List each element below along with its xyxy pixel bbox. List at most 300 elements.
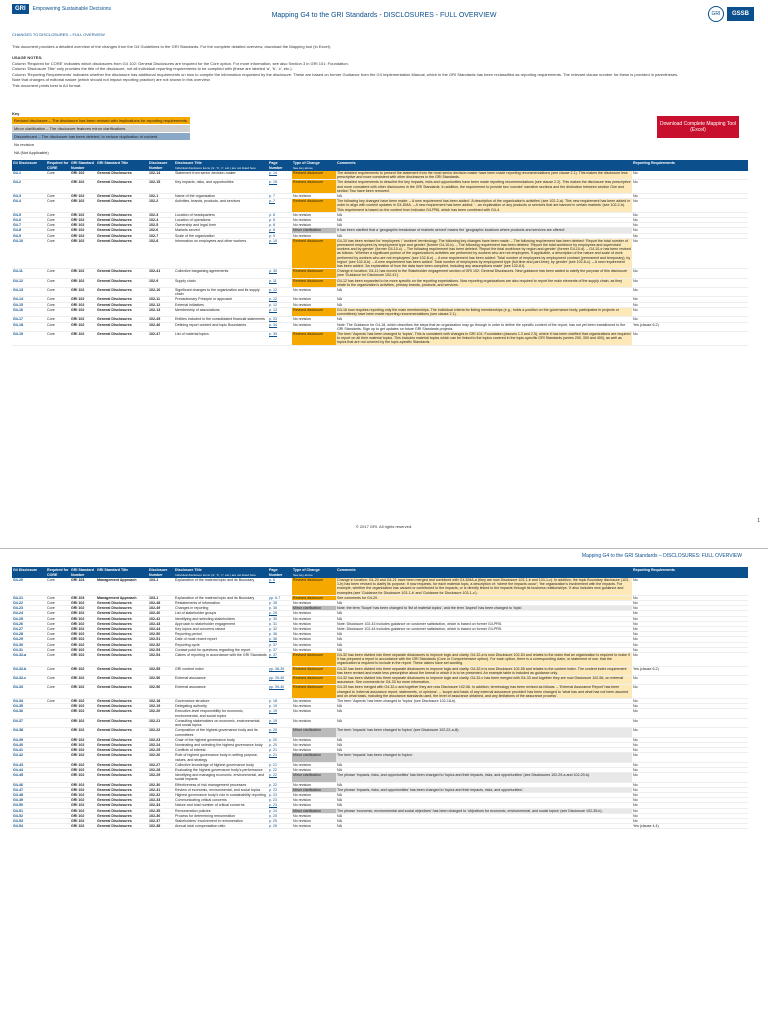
standard-title-cell: General Disclosures xyxy=(96,238,148,268)
standard-title-cell: General Disclosures xyxy=(96,813,148,818)
page-number-cell[interactable]: p. 37 xyxy=(268,653,292,667)
standard-title-cell: General Disclosures xyxy=(96,728,148,737)
gri-logo-mark: GRI xyxy=(12,4,29,14)
core-cell: Core xyxy=(46,307,70,316)
g4-disclosure-cell[interactable]: G4-42 xyxy=(12,753,46,762)
comments-cell: G4-32 has been divided into three separate disclosures to improve logic and clarity. G4-32-b is now Disclosure 102-55 and relates to the content index. The content index requirement has been revised and made less prescriptive about the format in which it is to be presented. An example table is included as guidance only. xyxy=(336,666,632,675)
reporting-req-cell: No xyxy=(632,627,748,632)
disclosure-number-cell: 102-19 xyxy=(148,704,174,709)
intro-text: This document provides a detailed overview of the changes from the G4 Guidelines to the GRI Standards. For the complete detailed overview, download the Mapping tool (in Excel). xyxy=(12,43,332,49)
table-row xyxy=(12,666,748,675)
disclosure-title-cell: Stakeholders' involvement in remuneration xyxy=(174,818,268,823)
disclosure-number-cell: 102-55 xyxy=(148,666,174,675)
reporting-req-cell: No xyxy=(632,317,748,322)
comments-cell: NA xyxy=(336,737,632,742)
page-number-cell[interactable]: p. 24 xyxy=(268,808,292,813)
disclosure-title-cell: Communicating critical concerns xyxy=(174,798,268,803)
reporting-req-cell: No xyxy=(632,302,748,307)
disclosure-number-cell: 102-56 xyxy=(148,676,174,685)
disclosure-title-cell: Claims of reporting in accordance with the GRI Standards xyxy=(174,653,268,667)
page-number-cell[interactable]: p. 12 xyxy=(268,288,292,297)
g4-disclosure-cell[interactable]: G4-7 xyxy=(12,223,46,228)
page-number-cell[interactable]: p. 8 xyxy=(268,228,292,233)
g4-disclosure-cell[interactable]: G4-8 xyxy=(12,228,46,233)
g4-disclosure-cell[interactable]: G4-32-a xyxy=(12,653,46,667)
page-number-cell[interactable]: p. 34 xyxy=(268,322,292,331)
page-number-cell[interactable]: p. 21 xyxy=(268,753,292,762)
g4-disclosure-cell[interactable]: G4-48 xyxy=(12,792,46,797)
disclosure-number-cell: 102-9 xyxy=(148,278,174,287)
g4-disclosure-cell[interactable]: G4-3 xyxy=(12,194,46,199)
disclosure-number-cell: 102-6 xyxy=(148,228,174,233)
page-number-cell[interactable]: p. 35 xyxy=(268,331,292,345)
standard-title-cell: General Disclosures xyxy=(96,228,148,233)
disclosure-number-cell: 102-23 xyxy=(148,737,174,742)
reporting-req-cell: No xyxy=(632,742,748,747)
disclosure-title-cell: Location of operations xyxy=(174,218,268,223)
comments-cell: G4-32 has been divided into three separate disclosures to improve logic and clarity. G4-32-a is now Disclosure 102-54 and relates to the claim that an organization is required to make if it has prepared a report in accordance with the GRI Standards (Core or Comprehensive option). For each option, there is a corresponding claim, or statement of use, that the organization is required to include in the report. These claims have set wording. xyxy=(336,653,632,667)
comments-cell: NA xyxy=(336,642,632,647)
standard-title-cell: General Disclosures xyxy=(96,606,148,611)
g4-disclosure-cell[interactable]: G4-10 xyxy=(12,238,46,268)
g4-disclosure-cell[interactable]: G4-5 xyxy=(12,212,46,217)
standard-title-cell: General Disclosures xyxy=(96,194,148,199)
standard-title-cell: General Disclosures xyxy=(96,782,148,787)
page-number-cell[interactable]: p. 20 xyxy=(268,742,292,747)
comments-cell: NA xyxy=(336,223,632,228)
standard-number-cell: GRI 102 xyxy=(70,180,96,194)
g4-disclosure-cell[interactable]: G4-33 xyxy=(12,685,46,699)
core-cell xyxy=(46,824,70,829)
table-row xyxy=(12,288,748,297)
comments-cell: NA xyxy=(336,616,632,621)
page-number-cell[interactable]: p. 22 xyxy=(268,773,292,782)
comments-cell: NA xyxy=(336,718,632,727)
g4-disclosure-cell[interactable]: G4-40 xyxy=(12,742,46,747)
page-number-cell[interactable]: pp. 39-40 xyxy=(268,685,292,699)
table-row xyxy=(12,228,748,233)
standard-title-cell: General Disclosures xyxy=(96,302,148,307)
disclosure-title-cell: Significant changes to the organization and its supply chain xyxy=(174,288,268,297)
page-number-cell[interactable]: p. 8 xyxy=(268,223,292,228)
standard-title-cell: General Disclosures xyxy=(96,331,148,345)
comments-cell: It has been clarified that a 'geographic breakdown of markets served' means the 'geographic locations where products and services are offered'. xyxy=(336,228,632,233)
standard-title-cell: General Disclosures xyxy=(96,642,148,647)
disclosure-number-cell: 102-37 xyxy=(148,818,174,823)
page-number-cell[interactable]: p. 15 xyxy=(268,180,292,194)
usage-notes xyxy=(12,61,752,89)
page-number-cell[interactable]: p. 23 xyxy=(268,787,292,792)
usage-note: Column 'Reporting Requirements' indicates whether the disclosure has additional requirements on how to compile the information requested by the disclosure. These are based on former Guidance from the G4 Implementation Manual, which in the GRI Standards has been reclassified as reporting requirements. The relevant clause number for these is provided in parentheses. xyxy=(12,71,679,77)
g4-disclosure-cell[interactable]: G4-19 xyxy=(12,331,46,345)
reporting-req-cell: No xyxy=(632,632,748,637)
reporting-req-cell: No xyxy=(632,767,748,772)
table-row xyxy=(12,676,748,685)
page-number-cell[interactable]: p. 33 xyxy=(268,317,292,322)
core-cell xyxy=(46,180,70,194)
change-type-cell: No revision xyxy=(292,824,336,829)
page-number-cell[interactable]: p. 19 xyxy=(268,718,292,727)
disclosure-number-cell: 102-25 xyxy=(148,748,174,753)
page-number-cell[interactable]: p. 21 xyxy=(268,762,292,767)
disclosure-title-cell: Defining report content and topic Boundaries xyxy=(174,322,268,331)
change-type-cell: No revision xyxy=(292,709,336,718)
page-number-cell[interactable]: p. 26 xyxy=(268,824,292,829)
page-number-cell[interactable]: pp. 6-7 xyxy=(268,595,292,600)
disclosure-number-cell: 102-15 xyxy=(148,180,174,194)
change-type-cell: Revised disclosure xyxy=(292,278,336,287)
g4-disclosure-cell[interactable]: G4-32-c xyxy=(12,676,46,685)
g4-disclosure-cell[interactable]: G4-46 xyxy=(12,782,46,787)
g4-disclosure-cell[interactable]: G4-21 xyxy=(12,595,46,600)
change-type-cell: Revised disclosure xyxy=(292,653,336,667)
core-cell: Core xyxy=(46,297,70,302)
reporting-req-cell: No xyxy=(632,782,748,787)
reporting-req-cell: No xyxy=(632,212,748,217)
standard-number-cell: GRI 102 xyxy=(70,748,96,753)
disclosure-number-cell: 102-20 xyxy=(148,709,174,718)
g4-disclosure-cell[interactable]: G4-13 xyxy=(12,288,46,297)
g4-disclosure-cell[interactable]: G4-25 xyxy=(12,616,46,621)
page-number-cell[interactable]: p. 12 xyxy=(268,297,292,302)
change-type-cell: Revised disclosure xyxy=(292,199,336,213)
change-type-cell: No revision xyxy=(292,317,336,322)
g4-disclosure-cell[interactable]: G4-15 xyxy=(12,302,46,307)
comments-cell: NA xyxy=(336,792,632,797)
column-header: Disclosure Number xyxy=(148,160,174,171)
core-cell: Core xyxy=(46,685,70,699)
core-cell: Core xyxy=(46,699,70,704)
disclosure-title-cell: Name of the organization xyxy=(174,194,268,199)
standard-number-cell: GRI 102 xyxy=(70,666,96,675)
disclosure-title-cell: Markets served xyxy=(174,228,268,233)
standard-title-cell: General Disclosures xyxy=(96,792,148,797)
standard-title-cell: General Disclosures xyxy=(96,180,148,194)
page-number-cell[interactable]: pp. 38-39 xyxy=(268,666,292,675)
g4-disclosure-cell[interactable]: G4-34 xyxy=(12,699,46,704)
g4-disclosure-cell[interactable]: G4-30 xyxy=(12,642,46,647)
page-number-cell[interactable]: p. 22 xyxy=(268,782,292,787)
page-number-cell[interactable]: p. 7 xyxy=(268,199,292,213)
column-header: GRI Standard Number xyxy=(70,567,96,578)
reporting-req-cell: No xyxy=(632,601,748,606)
column-header: Type of Change See key above xyxy=(292,567,336,578)
core-cell: Core xyxy=(46,676,70,685)
page-number-cell[interactable]: p. 30 xyxy=(268,616,292,621)
disclosure-title-cell: Location of headquarters xyxy=(174,212,268,217)
standard-number-cell: GRI 102 xyxy=(70,773,96,782)
page-number-cell[interactable]: p. 22 xyxy=(268,767,292,772)
page-number-cell[interactable]: p. 21 xyxy=(268,748,292,753)
page-number-cell[interactable]: p. 19 xyxy=(268,704,292,709)
disclosure-number-cell: 102-31 xyxy=(148,787,174,792)
comments-cell: NA xyxy=(336,704,632,709)
page-2-header: Mapping G4 to the GRI Standards – DISCLOSURES: FULL OVERVIEW xyxy=(581,553,742,559)
page-number-cell[interactable]: p. 10 xyxy=(268,238,292,268)
column-header: Page Number xyxy=(268,160,292,171)
page-number-cell[interactable]: p. 25 xyxy=(268,818,292,823)
comments-cell: G4-10 has been revised for 'employees' / 'workers' terminology. The following key changes have been made: – The following requirement has been deleted: 'Report the total number of permanent employees by employment type and gender' (former G4-10-b). – The following requirement has been deleted: 'Report the total workforce by employees and supervised workers and by gender' (former G4-10-c). – The following requirement has been deleted: 'Report the total workforce by region and gender' (former G4-10-d). – G4-10-e has been revised as follows: 'Whether a significant portion of the organization's activities are performed by workers who are not employees. If applicable, a description of the nature and scale of work performed by workers who are not employees' (see 102-8-e). – A new requirement has been added: 'Total number of employees by employment contract (permanent and temporary), by region' (see 102-8-b). – A new requirement has been added: 'Total number of employees by employment type (full-time and part-time), by gender' (see 102-8-c). – A new requirement has been added: 'An explanation of how the data have been compiled, including any assumptions made' (see 102-8-f). xyxy=(337,238,631,269)
change-type-cell: Minor clarification xyxy=(292,606,336,611)
standard-title-cell: General Disclosures xyxy=(96,223,148,228)
reporting-req-cell: No xyxy=(632,798,748,803)
change-type-cell: Revised disclosure xyxy=(292,578,336,595)
standard-title-cell: General Disclosures xyxy=(96,616,148,621)
g4-disclosure-cell[interactable]: G4-18 xyxy=(12,322,46,331)
page-number-cell[interactable]: p. 30 xyxy=(268,269,292,278)
core-cell: Core xyxy=(46,218,70,223)
document-page-2 xyxy=(0,548,768,1025)
column-header: Type of Change See key above xyxy=(292,160,336,171)
disclosure-number-cell: 102-21 xyxy=(148,718,174,727)
disclosure-number-cell: 102-10 xyxy=(148,288,174,297)
disclosure-title-cell: Entities included in the consolidated financial statements xyxy=(174,317,268,322)
g4-disclosure-cell[interactable]: G4-17 xyxy=(12,317,46,322)
g4-disclosure-cell[interactable]: G4-38 xyxy=(12,728,46,737)
page-number-cell[interactable]: p. 7 xyxy=(268,194,292,199)
core-cell: Core xyxy=(46,647,70,652)
standard-number-cell: GRI 102 xyxy=(70,621,96,626)
g4-disclosure-cell[interactable]: G4-29 xyxy=(12,637,46,642)
column-header: G4 Disclosure xyxy=(12,567,46,578)
standard-number-cell: GRI 102 xyxy=(70,824,96,829)
standard-number-cell: GRI 102 xyxy=(70,742,96,747)
change-type-cell: No revision xyxy=(292,737,336,742)
comments-cell: NA xyxy=(336,762,632,767)
g4-disclosure-cell[interactable]: G4-39 xyxy=(12,737,46,742)
standard-number-cell: GRI 102 xyxy=(70,269,96,278)
standard-title-cell: General Disclosures xyxy=(96,762,148,767)
standard-title-cell: General Disclosures xyxy=(96,808,148,813)
column-header: Comments xyxy=(336,567,632,578)
table-header-row xyxy=(12,567,748,578)
g4-disclosure-cell[interactable]: G4-27 xyxy=(12,627,46,632)
g4-disclosure-cell[interactable]: G4-22 xyxy=(12,601,46,606)
g4-disclosure-cell[interactable]: G4-54 xyxy=(12,824,46,829)
change-type-cell: No revision xyxy=(292,194,336,199)
reporting-req-cell: No xyxy=(632,297,748,302)
page-number-cell[interactable]: p. 25 xyxy=(268,813,292,818)
column-header: G4 Disclosure xyxy=(12,160,46,171)
disclosure-title-cell: Collective knowledge of highest governance body xyxy=(174,762,268,767)
core-cell: Core xyxy=(46,223,70,228)
standard-title-cell: General Disclosures xyxy=(96,685,148,699)
page-number: 1 xyxy=(757,518,760,524)
page-number-cell[interactable]: p. 23 xyxy=(268,798,292,803)
comments-cell: Note: Disclosure 102-44 includes guidance on customer satisfaction, which is based on former G4-PR5. xyxy=(336,627,632,632)
comments-cell: The phrase 'impacts, risks, and opportunities' has been changed to 'topics and their impacts, risks, and opportunities' (see Disclosures 102-29-a and 102-29-b). xyxy=(336,773,632,782)
page-number-cell[interactable]: pp. 39-40 xyxy=(268,676,292,685)
g4-disclosure-cell[interactable]: G4-12 xyxy=(12,278,46,287)
comments-cell: NA xyxy=(336,611,632,616)
g4-disclosure-cell[interactable]: G4-35 xyxy=(12,704,46,709)
comments-cell: NA xyxy=(336,637,632,642)
standard-number-cell: GRI 102 xyxy=(70,792,96,797)
g4-disclosure-cell[interactable]: G4-51 xyxy=(12,808,46,813)
core-cell xyxy=(46,709,70,718)
page-number-cell[interactable]: p. 19 xyxy=(268,709,292,718)
disclosure-title-cell: External assurance xyxy=(174,676,268,685)
g4-disclosure-cell[interactable]: G4-53 xyxy=(12,818,46,823)
standard-title-cell: General Disclosures xyxy=(96,699,148,704)
change-type-cell: No revision xyxy=(292,798,336,803)
g4-disclosure-cell[interactable]: G4-24 xyxy=(12,611,46,616)
reporting-req-cell: No xyxy=(632,762,748,767)
g4-disclosure-cell[interactable]: G4-28 xyxy=(12,632,46,637)
standard-number-cell: GRI 102 xyxy=(70,171,96,180)
change-type-cell: Revised disclosure xyxy=(292,595,336,600)
standard-title-cell: General Disclosures xyxy=(96,317,148,322)
standard-number-cell: GRI 102 xyxy=(70,288,96,297)
table-row xyxy=(12,180,748,194)
disclosure-number-cell: 102-7 xyxy=(148,233,174,238)
g4-disclosure-cell[interactable]: G4-41 xyxy=(12,748,46,753)
page-number-cell[interactable]: p. 37 xyxy=(268,642,292,647)
change-type-cell: No revision xyxy=(292,742,336,747)
standard-title-cell: General Disclosures xyxy=(96,824,148,829)
table-row xyxy=(12,709,748,718)
standard-number-cell: GRI 102 xyxy=(70,642,96,647)
comments-cell: NA xyxy=(336,798,632,803)
g4-disclosure-cell[interactable]: G4-43 xyxy=(12,762,46,767)
change-type-cell: Revised disclosure xyxy=(292,685,336,699)
page-number-cell[interactable]: p. 14 xyxy=(268,171,292,180)
comments-cell: G4-12 has been expanded to be more specific on the reporting expectations. Now reporting organizations are also required to report the main elements of the supply chain, as they relate to the organization's activities, primary brands, products, and services. xyxy=(336,278,632,287)
g4-disclosure-cell[interactable]: G4-4 xyxy=(12,199,46,213)
page-number-cell[interactable]: p. 29 xyxy=(268,611,292,616)
g4-disclosure-cell[interactable]: G4-16 xyxy=(12,307,46,316)
page-number-cell[interactable]: p. 8 xyxy=(268,212,292,217)
disclosure-number-cell: 102-51 xyxy=(148,637,174,642)
standard-title-cell: General Disclosures xyxy=(96,653,148,667)
page-number-cell[interactable]: p. 36 xyxy=(268,632,292,637)
change-type-cell: No revision xyxy=(292,818,336,823)
g4-disclosure-cell[interactable]: G4-45 xyxy=(12,773,46,782)
gssb-logo xyxy=(708,6,754,22)
standard-number-cell: GRI 102 xyxy=(70,699,96,704)
page-number-cell[interactable]: p. 37 xyxy=(268,647,292,652)
g4-disclosure-cell[interactable]: G4-14 xyxy=(12,297,46,302)
standard-title-cell: General Disclosures xyxy=(96,297,148,302)
core-cell: Core xyxy=(46,578,70,595)
g4-disclosure-cell[interactable]: G4-20 xyxy=(12,578,46,595)
disclosure-title-cell: Date of most recent report xyxy=(174,637,268,642)
core-cell: Core xyxy=(46,228,70,233)
standard-number-cell: GRI 102 xyxy=(70,753,96,762)
download-mapping-tool-button[interactable]: Download Complete Mapping Tool (Excel) xyxy=(657,116,739,138)
page-number-cell[interactable]: p. 36 xyxy=(268,606,292,611)
change-type-cell: No revision xyxy=(292,621,336,626)
g4-disclosure-cell[interactable]: G4-1 xyxy=(12,171,46,180)
standard-title-cell: General Disclosures xyxy=(96,737,148,742)
standard-number-cell: GRI 102 xyxy=(70,647,96,652)
page-number-cell[interactable]: p. 6 xyxy=(268,578,292,595)
page-number-cell[interactable]: p. 35 xyxy=(268,601,292,606)
g4-disclosure-cell[interactable]: G4-52 xyxy=(12,813,46,818)
g4-disclosure-cell[interactable]: G4-47 xyxy=(12,787,46,792)
page-number-cell[interactable]: p. 12 xyxy=(268,302,292,307)
table-row xyxy=(12,307,748,316)
g4-disclosure-cell[interactable]: G4-32-b xyxy=(12,666,46,675)
change-type-cell: No revision xyxy=(292,212,336,217)
comments-cell: The following key changes have been made: – A new requirement has been added: 'A description of the organization's activities' (see 102-2-a). This new requirement has been added in order to align with content updates in G4-DMA. – A new requirement has been added: '...an explanation of any products or services that are banned in certain markets' (see 102-2-b). This requirement is based on the content from Indicator G4-PR6, which has been combined with G4-4. xyxy=(337,199,631,212)
page-number-cell[interactable]: p. 20 xyxy=(268,737,292,742)
page-number-cell[interactable]: p. 23 xyxy=(268,803,292,808)
g4-disclosure-cell[interactable]: G4-2 xyxy=(12,180,46,194)
disclosure-number-cell: 102-27 xyxy=(148,762,174,767)
core-cell xyxy=(46,718,70,727)
reporting-req-cell: No xyxy=(632,307,748,316)
comments-cell: NA xyxy=(336,194,632,199)
column-header: Required for CORE xyxy=(47,161,69,170)
table-row xyxy=(12,627,748,632)
standard-number-cell: GRI 103 xyxy=(70,595,96,600)
standard-number-cell: GRI 102 xyxy=(70,307,96,316)
standard-number-cell: GRI 103 xyxy=(70,578,96,595)
disclosure-title-cell: Delegating authority xyxy=(174,704,268,709)
comments-cell: Note: The Guidance for G4-18, which describes the steps that an organization may go through in order to define the specific content of the report, has not yet been transitioned to the GRI Standards. Sign up to get updates on future GRI Standards projects. xyxy=(336,322,632,331)
g4-disclosure-cell[interactable]: G4-50 xyxy=(12,803,46,808)
g4-disclosure-cell[interactable]: G4-23 xyxy=(12,606,46,611)
core-cell: Core xyxy=(46,288,70,297)
standard-title-cell: General Disclosures xyxy=(96,218,148,223)
page-number-cell[interactable]: p. 32 xyxy=(268,627,292,632)
page-number-cell[interactable]: p. 31 xyxy=(268,621,292,626)
g4-disclosure-cell[interactable]: G4-31 xyxy=(12,647,46,652)
g4-disclosure-cell[interactable]: G4-36 xyxy=(12,709,46,718)
core-cell: Core xyxy=(46,611,70,616)
page-number-cell[interactable]: p. 23 xyxy=(268,792,292,797)
g4-disclosure-cell[interactable]: G4-6 xyxy=(12,218,46,223)
page-number-cell[interactable]: p. 36 xyxy=(268,637,292,642)
standard-number-cell: GRI 102 xyxy=(70,322,96,331)
page-number-cell[interactable]: p. 18 xyxy=(268,699,292,704)
g4-disclosure-cell[interactable]: G4-49 xyxy=(12,798,46,803)
disclosure-title-cell: Highest governance body's role in sustainability reporting xyxy=(174,792,268,797)
comments-cell: NA xyxy=(336,803,632,808)
g4-disclosure-cell[interactable]: G4-9 xyxy=(12,233,46,238)
page-number-cell[interactable]: p. 13 xyxy=(268,307,292,316)
changes-link[interactable]: CHANGES TO DISCLOSURES – FULL OVERVIEW xyxy=(12,32,105,37)
g4-disclosure-cell[interactable]: G4-26 xyxy=(12,621,46,626)
disclosure-title-cell: Activities, brands, products, and services xyxy=(174,199,268,213)
standard-title-cell: General Disclosures xyxy=(96,212,148,217)
standard-number-cell: GRI 102 xyxy=(70,676,96,685)
gri-circle-icon: GRI xyxy=(708,6,724,22)
page-number-cell[interactable]: p. 20 xyxy=(268,728,292,737)
standard-title-cell: General Disclosures xyxy=(96,601,148,606)
disclosure-number-cell: 102-56 xyxy=(148,685,174,699)
reporting-req-cell: No xyxy=(632,718,748,727)
g4-disclosure-cell[interactable]: G4-11 xyxy=(12,269,46,278)
g4-disclosure-cell[interactable]: G4-37 xyxy=(12,718,46,727)
table-row xyxy=(12,653,748,667)
page-number-cell[interactable]: p. 11 xyxy=(268,278,292,287)
table-row xyxy=(12,269,748,278)
standard-title-cell: General Disclosures xyxy=(96,233,148,238)
disclosure-number-cell: 102-34 xyxy=(148,803,174,808)
comments-cell: The term 'Aspects' has been changed to 'topics'. This is consistent with changes in GRI 101: Foundation (clauses 1.3 and 2.5), where it has been clarified that organizations are required to report on all their material topics. This includes material topics which can be linked to the topics covered in the topic-specific GRI Standards (series 200, 300 and 400), as well as topics that are not covered by the topic-specific Standards. xyxy=(337,331,631,345)
change-type-cell: No revision xyxy=(292,297,336,302)
page-number-cell[interactable]: p. 9 xyxy=(268,233,292,238)
page-number-cell[interactable]: p. 8 xyxy=(268,218,292,223)
g4-disclosure-cell[interactable]: G4-44 xyxy=(12,767,46,772)
disclosure-title-cell: Scale of the organization xyxy=(174,233,268,238)
disclosure-title-cell: Ownership and legal form xyxy=(174,223,268,228)
disclosure-title-cell: Conflicts of interest xyxy=(174,748,268,753)
comments-cell: NA xyxy=(336,233,632,238)
standard-number-cell: GRI 102 xyxy=(70,278,96,287)
